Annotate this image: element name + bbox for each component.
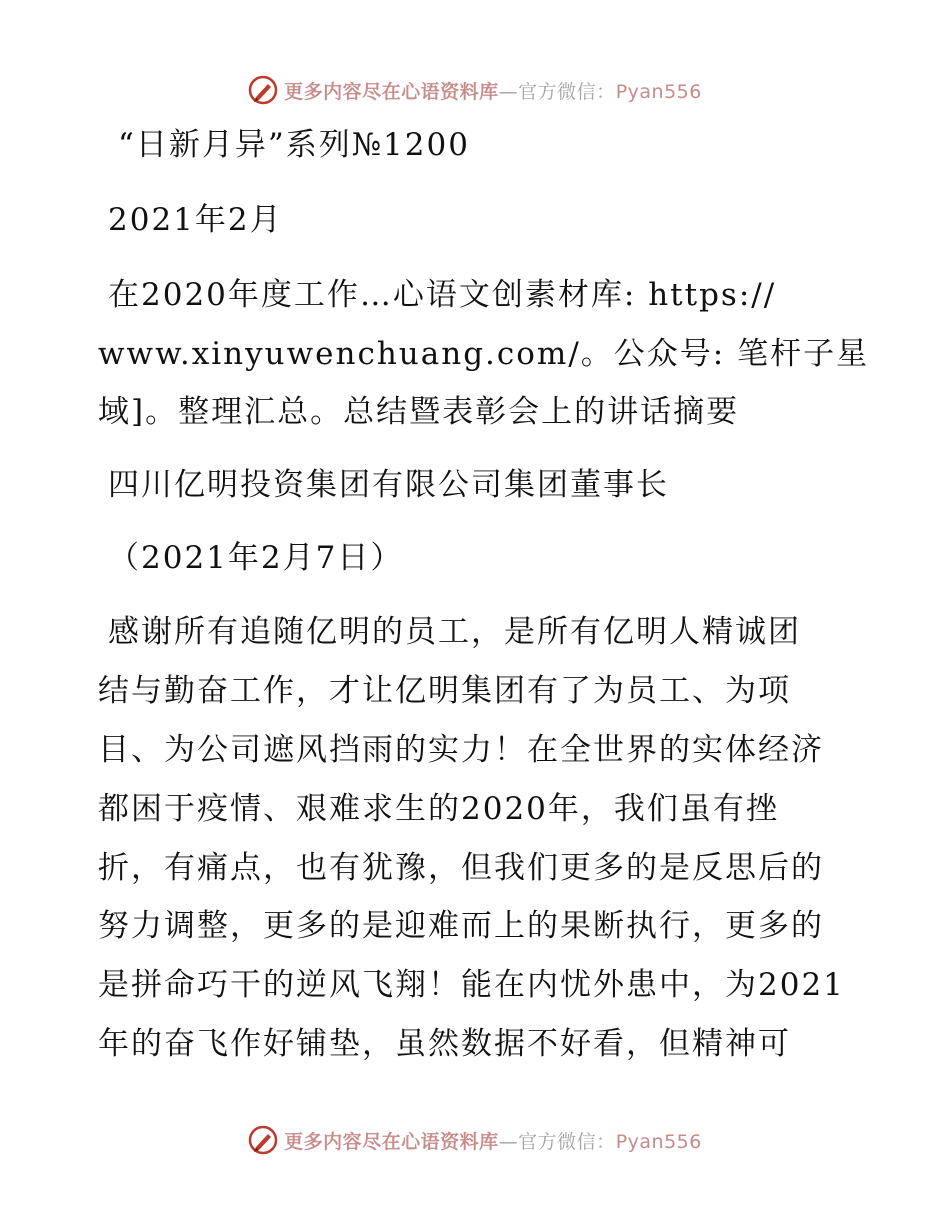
title-line: 在2020年度工作…心语文创素材库: https:// [108, 277, 777, 313]
body-line: 折，有痛点，也有犹豫，但我们更多的是反思后的 [98, 850, 824, 886]
watermark-wechat-id: Pyan556 [615, 80, 702, 103]
pen-logo-icon [248, 75, 278, 105]
watermark-wechat-label: 官方微信： [518, 80, 616, 103]
pen-logo-icon [248, 1125, 278, 1155]
watermark-main: 更多内容尽在心语资料库 [284, 80, 499, 103]
watermark-dash: — [498, 1130, 519, 1153]
watermark-main: 更多内容尽在心语资料库 [284, 1130, 499, 1153]
title-line: www.xinyuwenchuang.com/。公众号: 笔杆子星 [98, 336, 870, 372]
watermark-dash: — [498, 80, 519, 103]
title-line: 域]。整理汇总。总结暨表彰会上的讲话摘要 [98, 394, 740, 430]
body-line: 年的奋飞作好铺垫，虽然数据不好看，但精神可 [98, 1026, 791, 1062]
speaker-line: 四川亿明投资集团有限公司集团董事长 [108, 467, 669, 503]
body-line: 努力调整，更多的是迎难而上的果断执行，更多的 [98, 908, 824, 944]
footer-watermark [0, 1120, 950, 1160]
watermark-text [284, 77, 702, 104]
body-line: 都困于疫情、艰难求生的2020年，我们虽有挫 [98, 791, 779, 827]
speech-date: （2021年2月7日） [108, 540, 404, 576]
watermark-wechat-id: Pyan556 [615, 1130, 702, 1153]
document-date: 2021年2月 [108, 202, 283, 238]
body-line: 是拼命巧干的逆风飞翔！能在内忧外患中，为2021 [98, 967, 845, 1003]
body-line: 感谢所有追随亿明的员工，是所有亿明人精诚团 [108, 614, 801, 650]
header-watermark [0, 70, 950, 110]
series-heading: “日新月异”系列№1200 [118, 127, 470, 163]
watermark-wechat-label: 官方微信： [518, 1130, 616, 1153]
body-line: 目、为公司遮风挡雨的实力！在全世界的实体经济 [98, 732, 824, 768]
body-line: 结与勤奋工作，才让亿明集团有了为员工、为项 [98, 673, 791, 709]
watermark-text [284, 1127, 702, 1154]
